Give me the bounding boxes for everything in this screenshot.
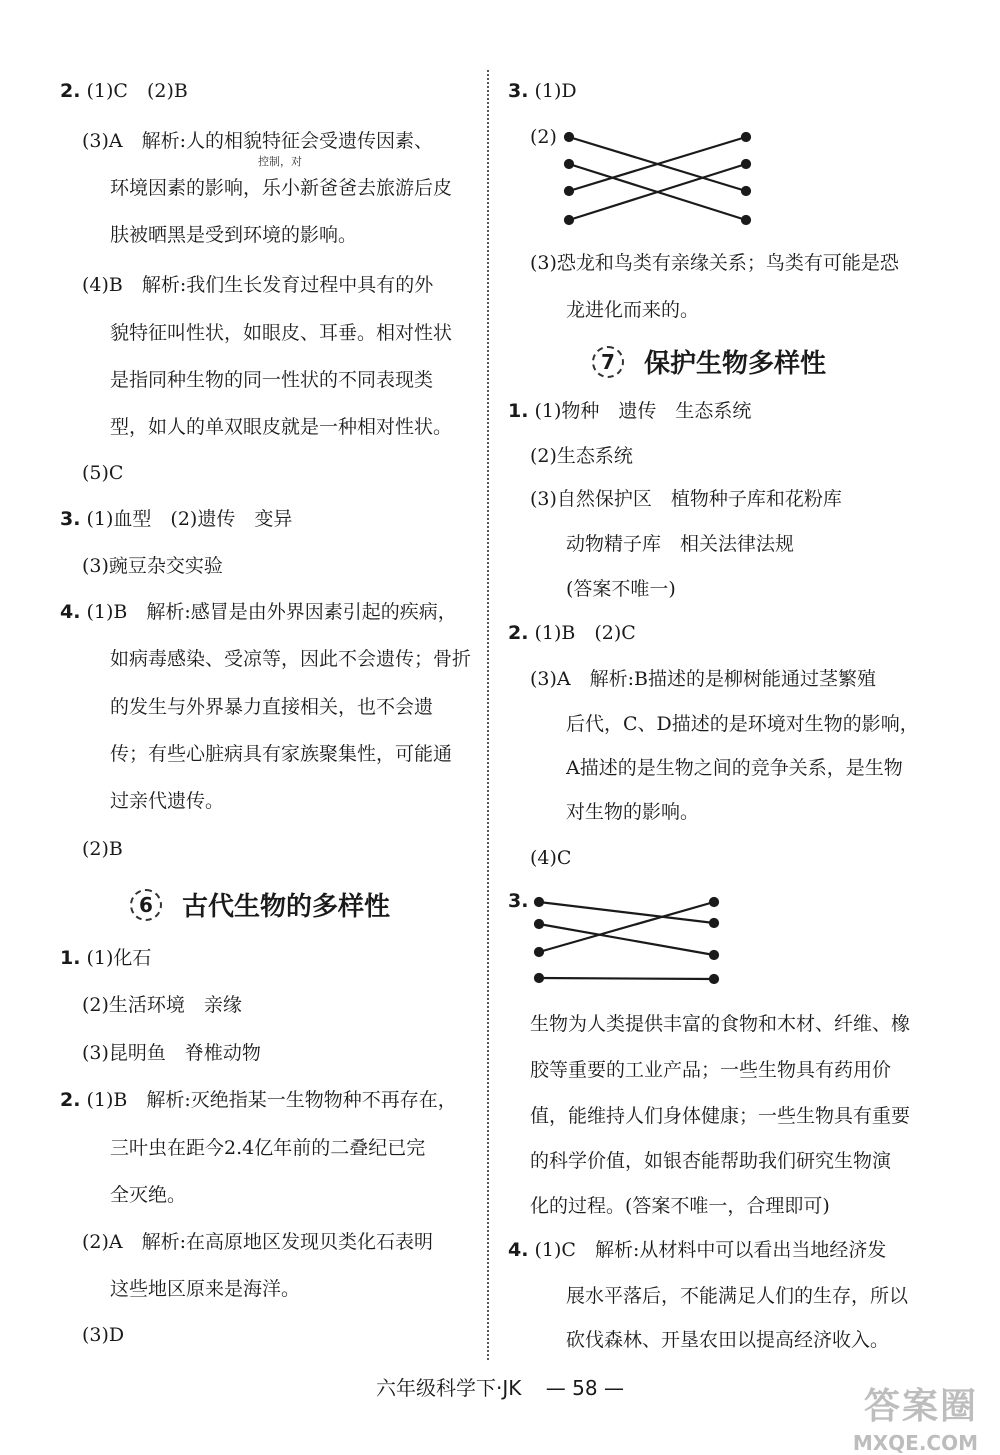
answer-line: 型，如人的单双眼皮就是一种相对性状。: [110, 416, 453, 438]
answer-line: (3)自然保护区 植物种子库和花粉库: [530, 488, 842, 510]
section-number-badge: 7: [592, 346, 624, 378]
answer-line: 的发生与外界暴力直接相关，也不会遗: [110, 696, 434, 718]
answer-text: (1)C (2)B: [86, 80, 188, 102]
section-number-badge: 6: [130, 889, 162, 921]
answer-line: 是指同种生物的同一性状的不同表现类: [110, 369, 434, 391]
question-number: 4.: [508, 1239, 529, 1261]
handwritten-annotation: 控制，对: [258, 155, 302, 168]
answer-line: A描述的是生物之间的竞争关系，是生物: [566, 757, 903, 779]
answer-line: 的科学价值，如银杏能帮助我们研究生物演: [530, 1150, 892, 1172]
matching-lines-diagram: [560, 128, 760, 228]
question-number: 4.: [60, 601, 81, 623]
answer-line: 貌特征叫性状，如眼皮、耳垂。相对性状: [110, 322, 453, 344]
answer-line: 环境因素的影响，乐小新爸爸去旅游后皮: [110, 177, 453, 199]
answer-text: (1)C 解析:从材料中可以看出当地经济发: [534, 1239, 887, 1261]
answer-text: (1)B 解析:灭绝指某一生物物种不再存在，: [86, 1089, 457, 1111]
s7-q1-line: [508, 398, 751, 424]
answer-label: (2): [530, 126, 557, 148]
watermark-url: MXQE.COM: [852, 1431, 978, 1455]
question-number: 1.: [60, 947, 81, 969]
matching-lines-diagram: [530, 893, 724, 987]
s7-q3-label: [508, 888, 528, 914]
answer-line: 展水平落后，不能满足人们的生存，所以: [566, 1285, 909, 1307]
s6-q2-line: [60, 1087, 457, 1113]
answer-line: (3)昆明鱼 脊椎动物: [82, 1042, 261, 1064]
answer-line: 过亲代遗传。: [110, 790, 225, 812]
answer-line: 生物为人类提供丰富的食物和木材、纤维、橡: [530, 1013, 911, 1035]
answer-line: 动物精子库 相关法律法规: [566, 533, 795, 555]
question-number: 2.: [60, 1089, 81, 1111]
answer-line: 胶等重要的工业产品；一些生物具有药用价: [530, 1059, 892, 1081]
answer-text: (1)血型 (2)遗传 变异: [86, 508, 293, 530]
s6-q1-line: [60, 945, 151, 971]
answer-line: (3)豌豆杂交实验: [82, 555, 223, 577]
answer-line: (2)生态系统: [530, 445, 633, 467]
answer-text: (1)B (2)C: [534, 622, 636, 644]
question-number: 3.: [508, 80, 529, 102]
answer-text: (1)化石: [86, 947, 152, 969]
q4-line: [60, 599, 457, 625]
answer-line: (3)A 解析:人的相貌特征会受遗传因素、: [82, 130, 434, 152]
page-footer: [0, 1372, 1000, 1401]
answer-line: (3)恐龙和鸟类有亲缘关系；鸟类有可能是恐: [530, 252, 899, 274]
answer-line: 这些地区原来是海洋。: [110, 1278, 301, 1300]
answer-line: (4)C: [530, 847, 572, 869]
answer-line: (2)A 解析:在高原地区发现贝类化石表明: [82, 1231, 434, 1253]
answer-line: 对生物的影响。: [566, 801, 700, 823]
question-number: 3.: [508, 890, 529, 912]
question-number: 2.: [508, 622, 529, 644]
answer-text: (1)物种 遗传 生态系统: [534, 400, 752, 422]
answer-line: 龙进化而来的。: [566, 299, 700, 321]
answer-line: 后代，C、D描述的是环境对生物的影响，: [566, 713, 919, 735]
watermark-logo-text: 答案圈: [863, 1386, 978, 1427]
answer-line: (答案不唯一): [566, 578, 676, 600]
answer-line: 传；有些心脏病具有家族聚集性，可能通: [110, 743, 453, 765]
answer-line: 肤被晒黑是受到环境的影响。: [110, 224, 358, 246]
s7-q4-line: [508, 1237, 886, 1263]
answer-line: 砍伐森林、开垦农田以提高经济收入。: [566, 1329, 890, 1351]
q2-line: [60, 78, 188, 104]
q3-line: [60, 506, 292, 532]
section-title: 保护生物多样性: [644, 349, 827, 379]
answer-line: (2)生活环境 亲缘: [82, 994, 242, 1016]
page-number: — 58 —: [545, 1376, 624, 1400]
section-title: 古代生物的多样性: [182, 892, 391, 922]
s7-q2-line: [508, 620, 636, 646]
answer-line: 全灭绝。: [110, 1184, 187, 1206]
answer-line: (2)B: [82, 838, 123, 860]
question-number: 2.: [60, 80, 81, 102]
section-heading-6: [130, 886, 390, 923]
footer-label: 六年级科学下·JK: [376, 1376, 522, 1400]
question-number: 1.: [508, 400, 529, 422]
answer-line: (5)C: [82, 462, 124, 484]
answer-text: (1)D: [534, 80, 577, 102]
answer-text: (1)B 解析:感冒是由外界因素引起的疾病，: [86, 601, 457, 623]
answer-line: (4)B 解析:我们生长发育过程中具有的外: [82, 274, 434, 296]
answer-line: 三叶虫在距今2.4亿年前的二叠纪已完: [110, 1137, 426, 1159]
answer-line: (3)D: [82, 1324, 125, 1346]
answer-line: 化的过程。(答案不唯一，合理即可): [530, 1195, 830, 1217]
answer-line: (3)A 解析:B描述的是柳树能通过茎繁殖: [530, 668, 876, 690]
answer-line: 如病毒感染、受凉等，因此不会遗传；骨折: [110, 648, 472, 670]
column-divider: [487, 70, 489, 1360]
section-heading-7: [592, 343, 826, 380]
answer-line: 值，能维持人们身体健康；一些生物具有重要: [530, 1105, 911, 1127]
watermark: [853, 1378, 978, 1455]
r-q3-line: [508, 78, 577, 104]
question-number: 3.: [60, 508, 81, 530]
